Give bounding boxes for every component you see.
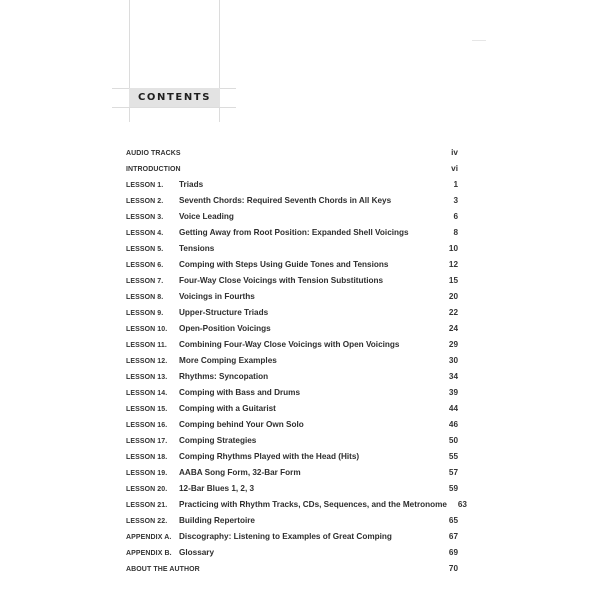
- toc-entry-label: LESSON 18.: [126, 452, 168, 461]
- toc-entry-page-number: 50: [448, 436, 458, 445]
- toc-entry-label: APPENDIX B.: [126, 548, 172, 557]
- toc-entry[interactable]: [126, 532, 458, 548]
- toc-entry-label: LESSON 7.: [126, 276, 164, 285]
- toc-entry-title: Tensions: [179, 244, 215, 253]
- toc-entry-page-number: iv: [451, 148, 458, 157]
- toc-entry-page-number: 55: [448, 452, 458, 461]
- toc-entry[interactable]: [126, 468, 458, 484]
- toc-entry-page-number: 22: [448, 308, 458, 317]
- toc-entry[interactable]: [126, 212, 458, 228]
- toc-entry-title: Discography: Listening to Examples of Great Comping: [179, 532, 392, 541]
- decorative-horizontal-rule-bottom: [112, 107, 236, 108]
- toc-entry-label: LESSON 14.: [126, 388, 168, 397]
- toc-entry-page-number: 59: [448, 484, 458, 493]
- toc-entry-page-number: 10: [448, 244, 458, 253]
- toc-entry-label: APPENDIX A.: [126, 532, 172, 541]
- toc-entry[interactable]: [126, 292, 458, 308]
- toc-entry-label: ABOUT THE AUTHOR: [126, 564, 200, 573]
- toc-entry-page-number: 24: [448, 324, 458, 333]
- toc-entry-title: Four-Way Close Voicings with Tension Substitutions: [179, 276, 384, 285]
- toc-entry-title: More Comping Examples: [179, 356, 277, 365]
- toc-entry[interactable]: [126, 228, 458, 244]
- toc-entry-label: AUDIO TRACKS: [126, 148, 181, 157]
- toc-entry-title: Comping with a Guitarist: [179, 404, 276, 413]
- toc-entry[interactable]: [126, 404, 458, 420]
- toc-entry-title: Comping with Steps Using Guide Tones and Tensions: [179, 260, 389, 269]
- toc-entry-page-number: 29: [448, 340, 458, 349]
- table-of-contents: [126, 148, 467, 580]
- toc-entry[interactable]: [126, 148, 458, 164]
- toc-entry-page-number: 46: [448, 420, 458, 429]
- toc-entry-label: INTRODUCTION: [126, 164, 181, 173]
- toc-entry[interactable]: [126, 452, 458, 468]
- page-title: CONTENTS: [137, 92, 212, 103]
- toc-entry-title: Comping with Bass and Drums: [179, 388, 301, 397]
- toc-entry-page-number: 20: [448, 292, 458, 301]
- toc-entry-title: Open-Position Voicings: [179, 324, 271, 333]
- toc-entry-page-number: 69: [448, 548, 458, 557]
- decorative-corner-mark: [472, 40, 486, 41]
- toc-entry-label: LESSON 15.: [126, 404, 168, 413]
- toc-entry[interactable]: [126, 388, 458, 404]
- toc-entry-title: Comping Strategies: [179, 436, 257, 445]
- toc-entry-title: Triads: [179, 180, 204, 189]
- toc-entry[interactable]: [126, 548, 458, 564]
- toc-entry-title: Practicing with Rhythm Tracks, CDs, Sequences, and the Metronome: [179, 500, 447, 509]
- toc-entry-title: 12-Bar Blues 1, 2, 3: [179, 484, 255, 493]
- toc-entry-page-number: 30: [448, 356, 458, 365]
- toc-entry-label: LESSON 22.: [126, 516, 168, 525]
- toc-entry-page-number: 57: [448, 468, 458, 477]
- toc-entry-title: Seventh Chords: Required Seventh Chords in All Keys: [179, 196, 392, 205]
- toc-entry-title: Voice Leading: [179, 212, 234, 221]
- toc-entry-page-number: 70: [448, 564, 458, 573]
- toc-entry-page-number: 1: [453, 180, 458, 189]
- toc-entry-label: LESSON 21.: [126, 500, 168, 509]
- toc-entry-page-number: 39: [448, 388, 458, 397]
- toc-entry-label: LESSON 11.: [126, 340, 167, 349]
- toc-entry[interactable]: [126, 564, 458, 580]
- toc-entry-title: Comping Rhythms Played with the Head (Hits): [179, 452, 360, 461]
- toc-entry[interactable]: [126, 196, 458, 212]
- toc-entry-label: LESSON 2.: [126, 196, 164, 205]
- toc-entry-label: LESSON 10.: [126, 324, 168, 333]
- toc-entry-page-number: 8: [453, 228, 458, 237]
- toc-entry-page-number: 67: [448, 532, 458, 541]
- toc-entry-page-number: 6: [453, 212, 458, 221]
- toc-entry-label: LESSON 13.: [126, 372, 168, 381]
- toc-entry-page-number: 65: [448, 516, 458, 525]
- toc-entry-page-number: vi: [451, 164, 458, 173]
- toc-entry-page-number: 12: [448, 260, 458, 269]
- toc-entry[interactable]: [126, 516, 458, 532]
- toc-entry-page-number: 44: [448, 404, 458, 413]
- toc-entry[interactable]: [126, 484, 458, 500]
- toc-entry-title: Rhythms: Syncopation: [179, 372, 269, 381]
- toc-entry-title: Upper-Structure Triads: [179, 308, 269, 317]
- toc-entry-label: LESSON 5.: [126, 244, 164, 253]
- toc-entry-label: LESSON 4.: [126, 228, 164, 237]
- toc-entry-title: Getting Away from Root Position: Expanded Shell Voicings: [179, 228, 409, 237]
- toc-entry[interactable]: [126, 308, 458, 324]
- toc-entry-page-number: 15: [448, 276, 458, 285]
- toc-entry-label: LESSON 1.: [126, 180, 164, 189]
- toc-entry-title: Building Repertoire: [179, 516, 255, 525]
- toc-entry[interactable]: [126, 356, 458, 372]
- toc-entry-label: LESSON 20.: [126, 484, 168, 493]
- toc-entry-label: LESSON 9.: [126, 308, 164, 317]
- toc-entry[interactable]: [126, 500, 467, 516]
- toc-entry[interactable]: [126, 436, 458, 452]
- toc-entry-page-number: 63: [457, 500, 467, 509]
- toc-entry-title: AABA Song Form, 32-Bar Form: [179, 468, 301, 477]
- toc-entry-label: LESSON 17.: [126, 436, 168, 445]
- toc-entry[interactable]: [126, 260, 458, 276]
- toc-entry[interactable]: [126, 180, 458, 196]
- toc-entry[interactable]: [126, 324, 458, 340]
- toc-entry-title: Voicings in Fourths: [179, 292, 255, 301]
- toc-entry-page-number: 3: [453, 196, 458, 205]
- toc-entry[interactable]: [126, 340, 458, 356]
- contents-heading-box: [129, 88, 220, 107]
- toc-entry-label: LESSON 6.: [126, 260, 164, 269]
- toc-entry-label: LESSON 16.: [126, 420, 168, 429]
- toc-entry-label: LESSON 12.: [126, 356, 168, 365]
- toc-entry-label: LESSON 3.: [126, 212, 164, 221]
- toc-entry-title: Glossary: [179, 548, 215, 557]
- toc-entry[interactable]: [126, 276, 458, 292]
- toc-entry-label: LESSON 8.: [126, 292, 164, 301]
- toc-entry-title: Combining Four-Way Close Voicings with Open Voicings: [179, 340, 400, 349]
- toc-entry[interactable]: [126, 372, 458, 388]
- toc-entry-title: Comping behind Your Own Solo: [179, 420, 304, 429]
- toc-entry-label: LESSON 19.: [126, 468, 168, 477]
- toc-entry[interactable]: [126, 420, 458, 436]
- toc-entry[interactable]: [126, 164, 458, 180]
- toc-entry[interactable]: [126, 244, 458, 260]
- toc-entry-page-number: 34: [448, 372, 458, 381]
